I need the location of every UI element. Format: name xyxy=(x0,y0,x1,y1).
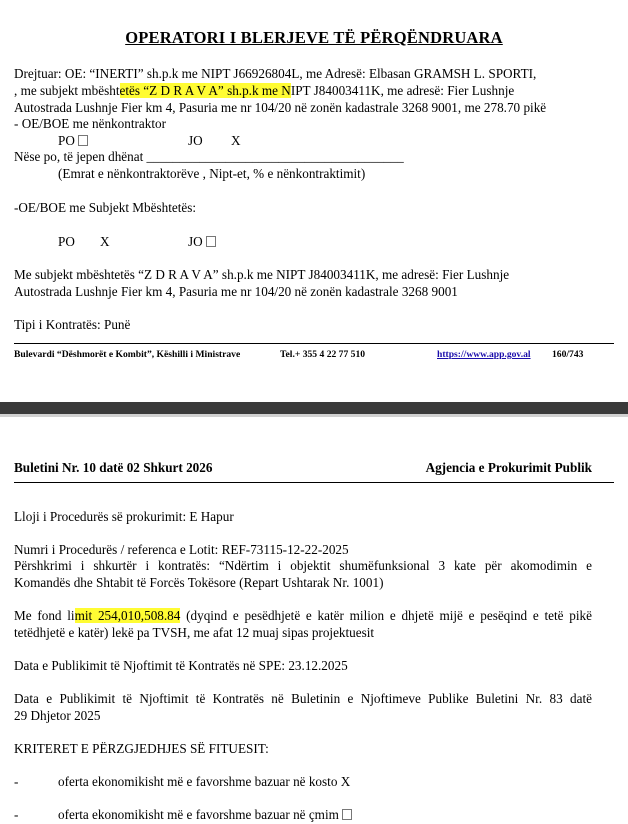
contract-type: Tipi i Kontratës: Punë xyxy=(14,317,131,332)
page-break-shadow xyxy=(0,414,628,417)
criteria-item-1-dash: - xyxy=(14,774,19,789)
subcontract-po-option xyxy=(58,132,88,149)
criteria-item-2-dash: - xyxy=(14,807,19,822)
fund-limit-line-2: tetëdhjetë e katër) lekë pa TVSH, me afat 12 muaj sipas projektuesit xyxy=(14,625,375,640)
criteria-item-1-mark: X xyxy=(340,774,351,789)
criteria-heading: KRITERET E PËRZGJEDHJES SË FITUESIT: xyxy=(14,741,269,756)
subcontract-note: (Emrat e nënkontraktorëve , Nipt-et, % e nënkontraktimit) xyxy=(58,166,366,181)
footer-divider xyxy=(14,343,614,344)
fund-limit-pre: Me fond li xyxy=(14,608,75,623)
contract-description-line-1: Përshkrimi i shkurtër i kontratës: “Ndërtim i objektit shumëfunksional 3 kate për akomodimin e xyxy=(14,558,592,573)
addressee-line-2-pre: , me subjekt mbësht xyxy=(14,83,120,98)
procedure-reference: Numri i Procedurës / referenca e Lotit: REF-73115-12-22-2025 xyxy=(14,542,349,557)
footer-page-number: 160/743 xyxy=(552,349,584,360)
bulletin-header-right: Agjencia e Prokurimit Publik xyxy=(425,460,592,475)
criteria-item-1 xyxy=(58,773,350,790)
addressee-line-3: Autostrada Lushnje Fier km 4, Pasuria me nr 104/20 në zonën kadastrale 3268 9001, me 278.70 pikë xyxy=(14,100,547,115)
footer-url-wrap xyxy=(437,349,531,360)
support-jo-label: JO xyxy=(188,234,203,249)
subcontract-details-line: Nëse po, të jepen dhënat _______________________________________ xyxy=(14,149,404,164)
addressee-line-4: - OE/BOE me nënkontraktor xyxy=(14,116,166,131)
footer-url-link[interactable]: https://www.app.gov.al xyxy=(437,349,531,360)
page-break-divider xyxy=(0,402,628,414)
support-po-label: PO xyxy=(58,234,75,249)
highlighted-fund-amount: mit 254,010,508.84 xyxy=(74,608,181,623)
bulletin-publication-line-2: 29 Dhjetor 2025 xyxy=(14,708,101,723)
criteria-item-2-text: oferta ekonomikisht më e favorshme bazuar në çmim xyxy=(58,807,339,822)
checkbox-empty-icon xyxy=(78,135,88,146)
criteria-item-1-text: oferta ekonomikisht më e favorshme bazuar në kosto xyxy=(58,774,338,789)
subcontract-jo-label: JO xyxy=(188,133,203,148)
fund-limit-post: (dyqind e pesëdhjetë e katër milion e dhjetë mijë e pesëqind e tetë pikë xyxy=(180,608,592,623)
contract-description-line-2: Komandës dhe Shtabit të Forcës Tokësore (Repart Ushtarak Nr. 1001) xyxy=(14,575,384,590)
addressee-line-2-post: IPT J84003411K, me adresë: Fier Lushnje xyxy=(290,83,515,98)
support-jo-option xyxy=(188,233,216,250)
fund-limit-line-1 xyxy=(14,607,592,624)
support-po-mark: X xyxy=(100,234,110,249)
support-heading: -OE/BOE me Subjekt Mbështetës: xyxy=(14,200,197,215)
checkbox-empty-icon xyxy=(206,236,216,247)
addressee-line-1: Drejtuar: OE: “INERTI” sh.p.k me NIPT J66926804L, me Adresë: Elbasan GRAMSH L. SPORTI, xyxy=(14,66,537,81)
highlighted-supporting-entity: etës “Z D R A V A” sh.p.k me N xyxy=(119,83,291,98)
criteria-item-2 xyxy=(58,806,352,823)
bulletin-header-left: Buletini Nr. 10 datë 02 Shkurt 2026 xyxy=(14,460,213,475)
subcontract-jo-mark: X xyxy=(231,133,241,148)
bulletin-publication-line-1: Data e Publikimit të Njoftimit të Kontratës në Buletinin e Njoftimeve Publike Buletini Nr. 83 datë xyxy=(14,691,592,706)
footer-address: Bulevardi “Dëshmorët e Kombit”, Këshilli i Ministrave xyxy=(14,349,241,360)
header-divider xyxy=(14,482,614,483)
procedure-type: Lloji i Procedurës së prokurimit: E Hapur xyxy=(14,509,234,524)
document-title: OPERATORI I BLERJEVE TË PËRQËNDRUARA xyxy=(125,28,503,47)
addressee-line-2 xyxy=(14,82,514,99)
subcontract-po-label: PO xyxy=(58,133,75,148)
support-line-2: Autostrada Lushnje Fier km 4, Pasuria me nr 104/20 në zonën kadastrale 3268 9001 xyxy=(14,284,458,299)
spe-publication-date: Data e Publikimit të Njoftimit të Kontratës në SPE: 23.12.2025 xyxy=(14,658,348,673)
footer-tel: Tel.+ 355 4 22 77 510 xyxy=(280,349,366,360)
support-line-1: Me subjekt mbështetës “Z D R A V A” sh.p.k me NIPT J84003411K, me adresë: Fier Lushnje xyxy=(14,267,510,282)
checkbox-empty-icon xyxy=(342,809,352,820)
